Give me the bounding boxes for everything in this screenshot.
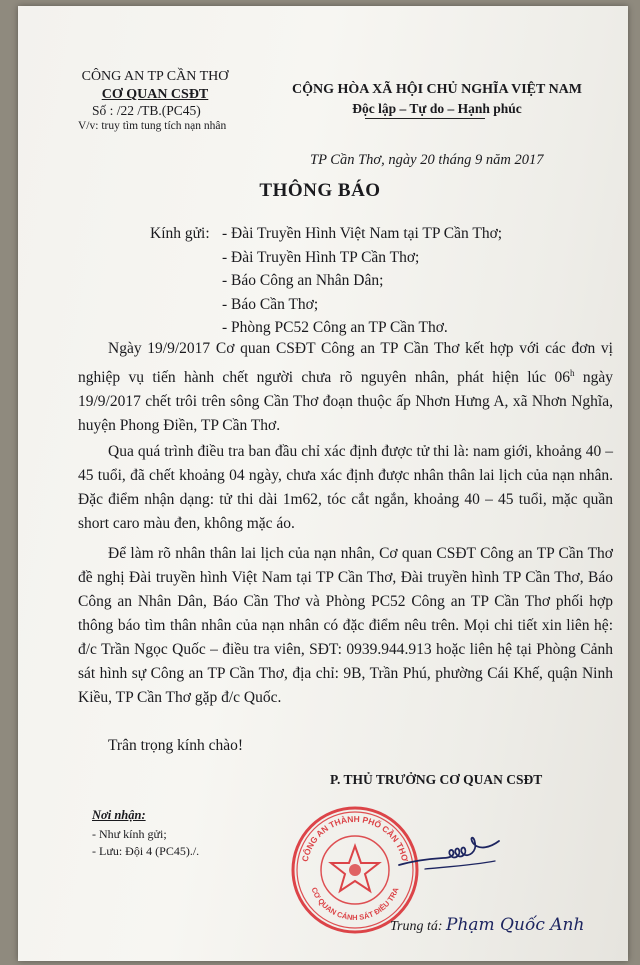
recipient-item: - Đài Truyền Hình Việt Nam tại TP Cần Thơ; <box>222 225 503 242</box>
handwritten-signature <box>395 825 515 885</box>
issuer-office: CƠ QUAN CSĐT <box>101 87 209 102</box>
paragraph-description: Qua quá trình điều tra ban đầu chỉ xác định được tử thi là: nam giới, khoảng 40 – 45 tuổi, đã chết khoảng 04 ngày, chưa xác định được nhân thân lai lịch của nạn nhân. Đặc điểm nhận dạng: tử thi dài 1m62, tóc cắt ngắn, khoảng 40 – 45 tuổi, mặc quần short caro màu đen, không mặc áo. <box>78 443 613 532</box>
distribution-list <box>92 826 199 860</box>
recipient-item: - Phòng PC52 Công an TP Cần Thơ. <box>222 319 448 336</box>
issuer-header <box>60 68 250 104</box>
nation-name: CỘNG HÒA XÃ HỘI CHỦ NGHĨA VIỆT NAM <box>291 82 582 97</box>
seal-center-icon <box>349 864 361 876</box>
recipients-list <box>222 222 502 340</box>
seal-bottom-text: CƠ QUAN CẢNH SÁT ĐIỀU TRA <box>309 886 401 923</box>
closing-greeting: Trân trọng kính chào! <box>108 737 244 754</box>
date-line: TP Cần Thơ, ngày 20 tháng 9 năm 2017 <box>310 152 544 168</box>
document-number: Số : /22 /TB.(PC45) <box>92 103 201 118</box>
recipient-item: - Đài Truyền Hình TP Cần Thơ; <box>222 248 420 266</box>
hour-superscript: h <box>570 368 575 378</box>
paragraph-incident-start: Ngày 19/9/2017 Cơ quan CSĐT Công an TP Cần Thơ kết hợp với các đơn vị nghiệp vụ tiến hành chết người chưa rõ nguyên nhân, phát hiện lúc 06 <box>78 340 613 387</box>
recipient-item: - Báo Cần Thơ; <box>222 295 319 313</box>
distribution-item: - Như kính gửi; <box>92 827 167 841</box>
paragraph-incident-end: ngày 19/9/2017 chết trôi trên sông Cần Thơ đoạn thuộc ấp Nhơn Hưng A, xã Nhơn Nghĩa, huyện Phong Điền, TP Cần Thơ. <box>78 369 613 435</box>
motto-underline <box>365 118 485 119</box>
seal-top-text: CÔNG AN THÀNH PHỐ CẦN THƠ <box>299 813 411 863</box>
document-title: THÔNG BÁO <box>259 180 381 201</box>
paragraph-incident <box>78 337 613 438</box>
national-header <box>272 80 602 118</box>
recipients-label: Kính gửi: <box>150 225 210 242</box>
signer-name: Phạm Quốc Anh <box>446 915 585 935</box>
signer-line <box>390 915 584 935</box>
distribution-item: - Lưu: Đội 4 (PC45)./. <box>92 844 200 858</box>
signatory-title: P. THỦ TRƯỞNG CƠ QUAN CSĐT <box>330 772 543 787</box>
issuer-agency: CÔNG AN TP CẦN THƠ <box>81 69 229 84</box>
signer-rank: Trung tá: <box>390 919 443 934</box>
paragraph-request: Để làm rõ nhân thân lai lịch của nạn nhân, Cơ quan CSĐT Công an TP Cần Thơ đề nghị Đài truyền hình Việt Nam tại TP Cần Thơ, Đài truyền hình TP Cần Thơ, Báo Công an Nhân Dân, Báo Cần Thơ và Phòng PC52 Công an TP Cần Thơ phối hợp thông báo tìm thân nhân của nạn nhân có đặc điểm nêu trên. Mọi chi tiết xin liên hệ: đ/c Trần Ngọc Quốc – điều tra viên, SĐT: 0939.944.913 hoặc liên hệ tại Phòng Cảnh sát hình sự Công an TP Cần Thơ, địa chỉ: 9B, Trần Phú, phường Cái Khế, quận Ninh Kiều, TP Cần Thơ gặp đ/c Quốc. <box>78 545 613 706</box>
recipient-item: - Báo Công an Nhân Dân; <box>222 272 384 289</box>
distribution-label: Nơi nhận: <box>92 808 146 822</box>
document-subject: V/v: truy tìm tung tích nạn nhân <box>78 120 227 132</box>
national-motto: Độc lập – Tự do – Hạnh phúc <box>352 101 522 116</box>
